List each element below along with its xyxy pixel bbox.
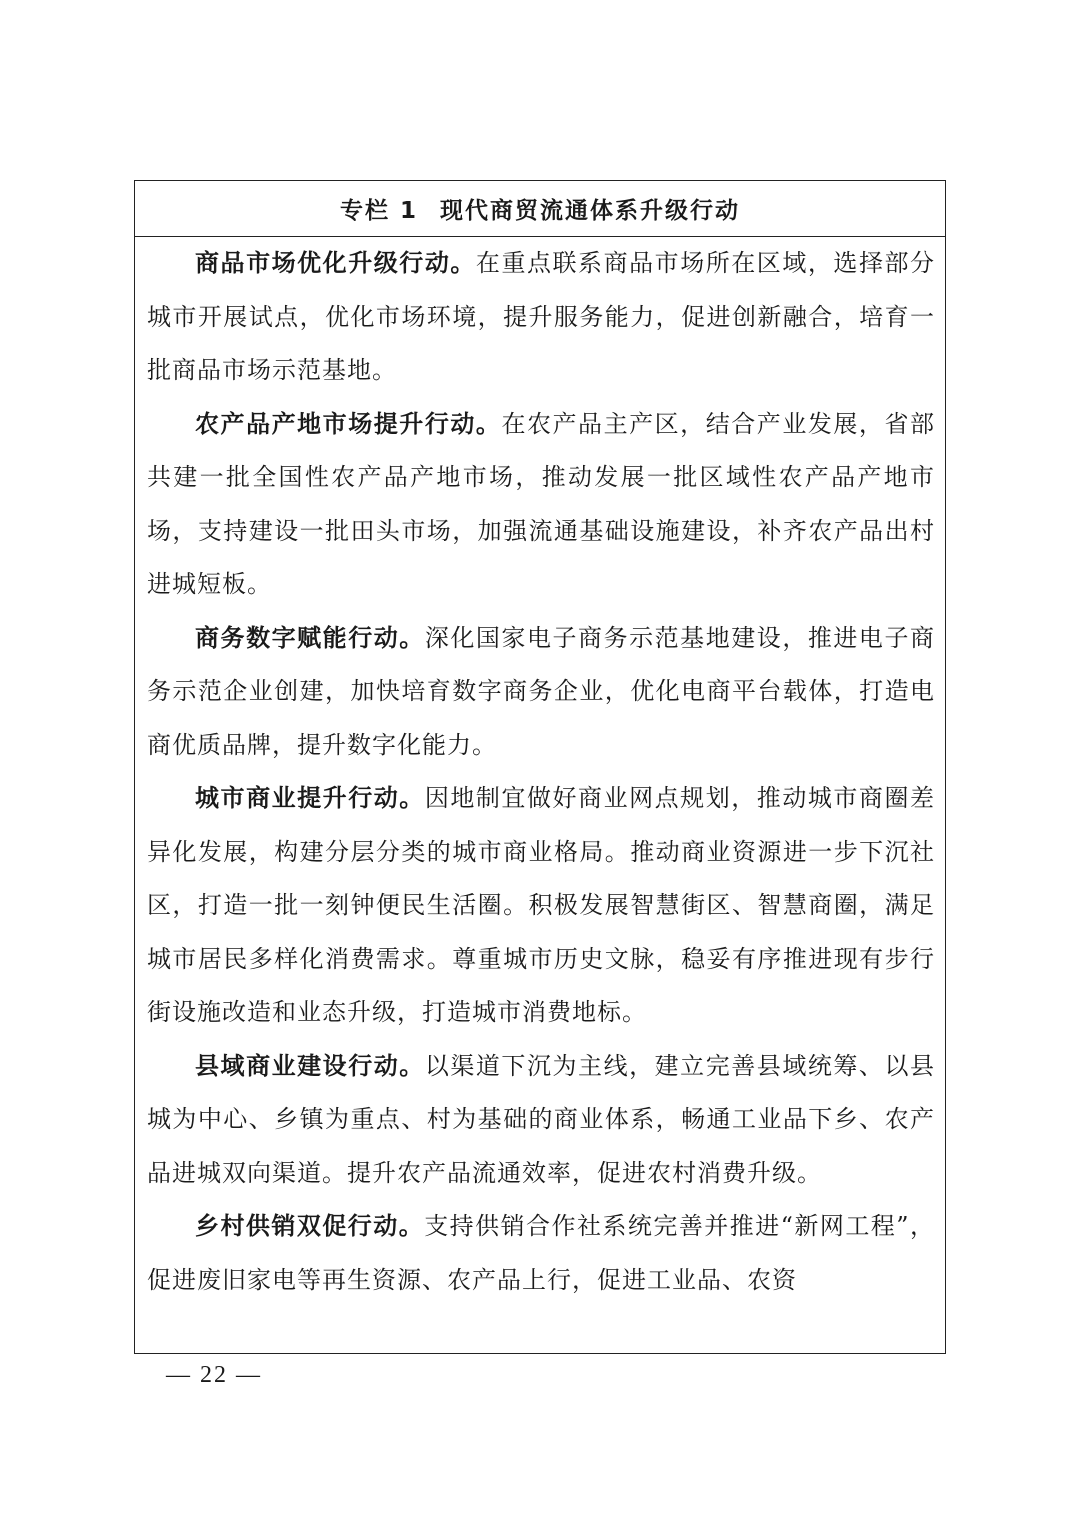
paragraph-county-commerce	[147, 1040, 935, 1201]
paragraph-text: 在重点联系商品市场所在区域，选择部分城市开展试点，优化市场环境，提升服务能力，促进创新融合，培育一批商品市场示范基地。	[147, 249, 936, 384]
paragraph-text: 因地制宜做好商业网点规划，推动城市商圈差异化发展，构建分层分类的城市商业格局。推动商业资源进一步下沉社区，打造一批一刻钟便民生活圈。积极发展智慧街区、智慧商圈，满足城市居民多样化消费需求。尊重城市历史文脉，稳妥有序推进现有步行街设施改造和业态升级，打造城市消费地标。	[147, 784, 936, 1026]
paragraph-lead: 商务数字赋能行动。	[195, 623, 425, 652]
paragraph-market-upgrade	[147, 237, 935, 398]
paragraph-lead: 农产品产地市场提升行动。	[195, 409, 502, 438]
column-label: 专栏 1	[339, 198, 418, 224]
page-number: — 22 —	[166, 1362, 262, 1388]
paragraph-lead: 县域商业建设行动。	[195, 1051, 425, 1080]
paragraph-rural-supply	[147, 1200, 935, 1307]
column-heading: 现代商贸流通体系升级行动	[440, 198, 740, 224]
paragraph-lead: 城市商业提升行动。	[195, 784, 425, 812]
paragraph-lead: 商品市场优化升级行动。	[195, 249, 476, 277]
paragraph-text: 深化国家电子商务示范基地建设，推进电子商务示范企业创建，加快培育数字商务企业，优化电商平台载体，打造电商优质品牌，提升数字化能力。	[147, 623, 936, 759]
column-body	[135, 237, 945, 1307]
paragraph-text: 以渠道下沉为主线，建立完善县域统筹、以县城为中心、乡镇为重点、村为基础的商业体系，畅通工业品下乡、农产品进城双向渠道。提升农产品流通效率，促进农村消费升级。	[147, 1051, 936, 1187]
paragraph-text: 支持供销合作社系统完善并推进“新网工程”，促进废旧家电等再生资源、农产品上行，促进工业品、农资	[147, 1212, 936, 1294]
paragraph-urban-commerce	[147, 772, 935, 1040]
paragraph-text: 在农产品主产区，结合产业发展，省部共建一批全国性农产品产地市场，推动发展一批区域性农产品产地市场，支持建设一批田头市场，加强流通基础设施建设，补齐农产品出村进城短板。	[147, 409, 936, 598]
column-title	[135, 181, 945, 237]
paragraph-digital-commerce	[147, 612, 935, 773]
paragraph-lead: 乡村供销双促行动。	[195, 1212, 425, 1240]
paragraph-agri-market	[147, 398, 935, 612]
special-column-box	[134, 180, 946, 1354]
